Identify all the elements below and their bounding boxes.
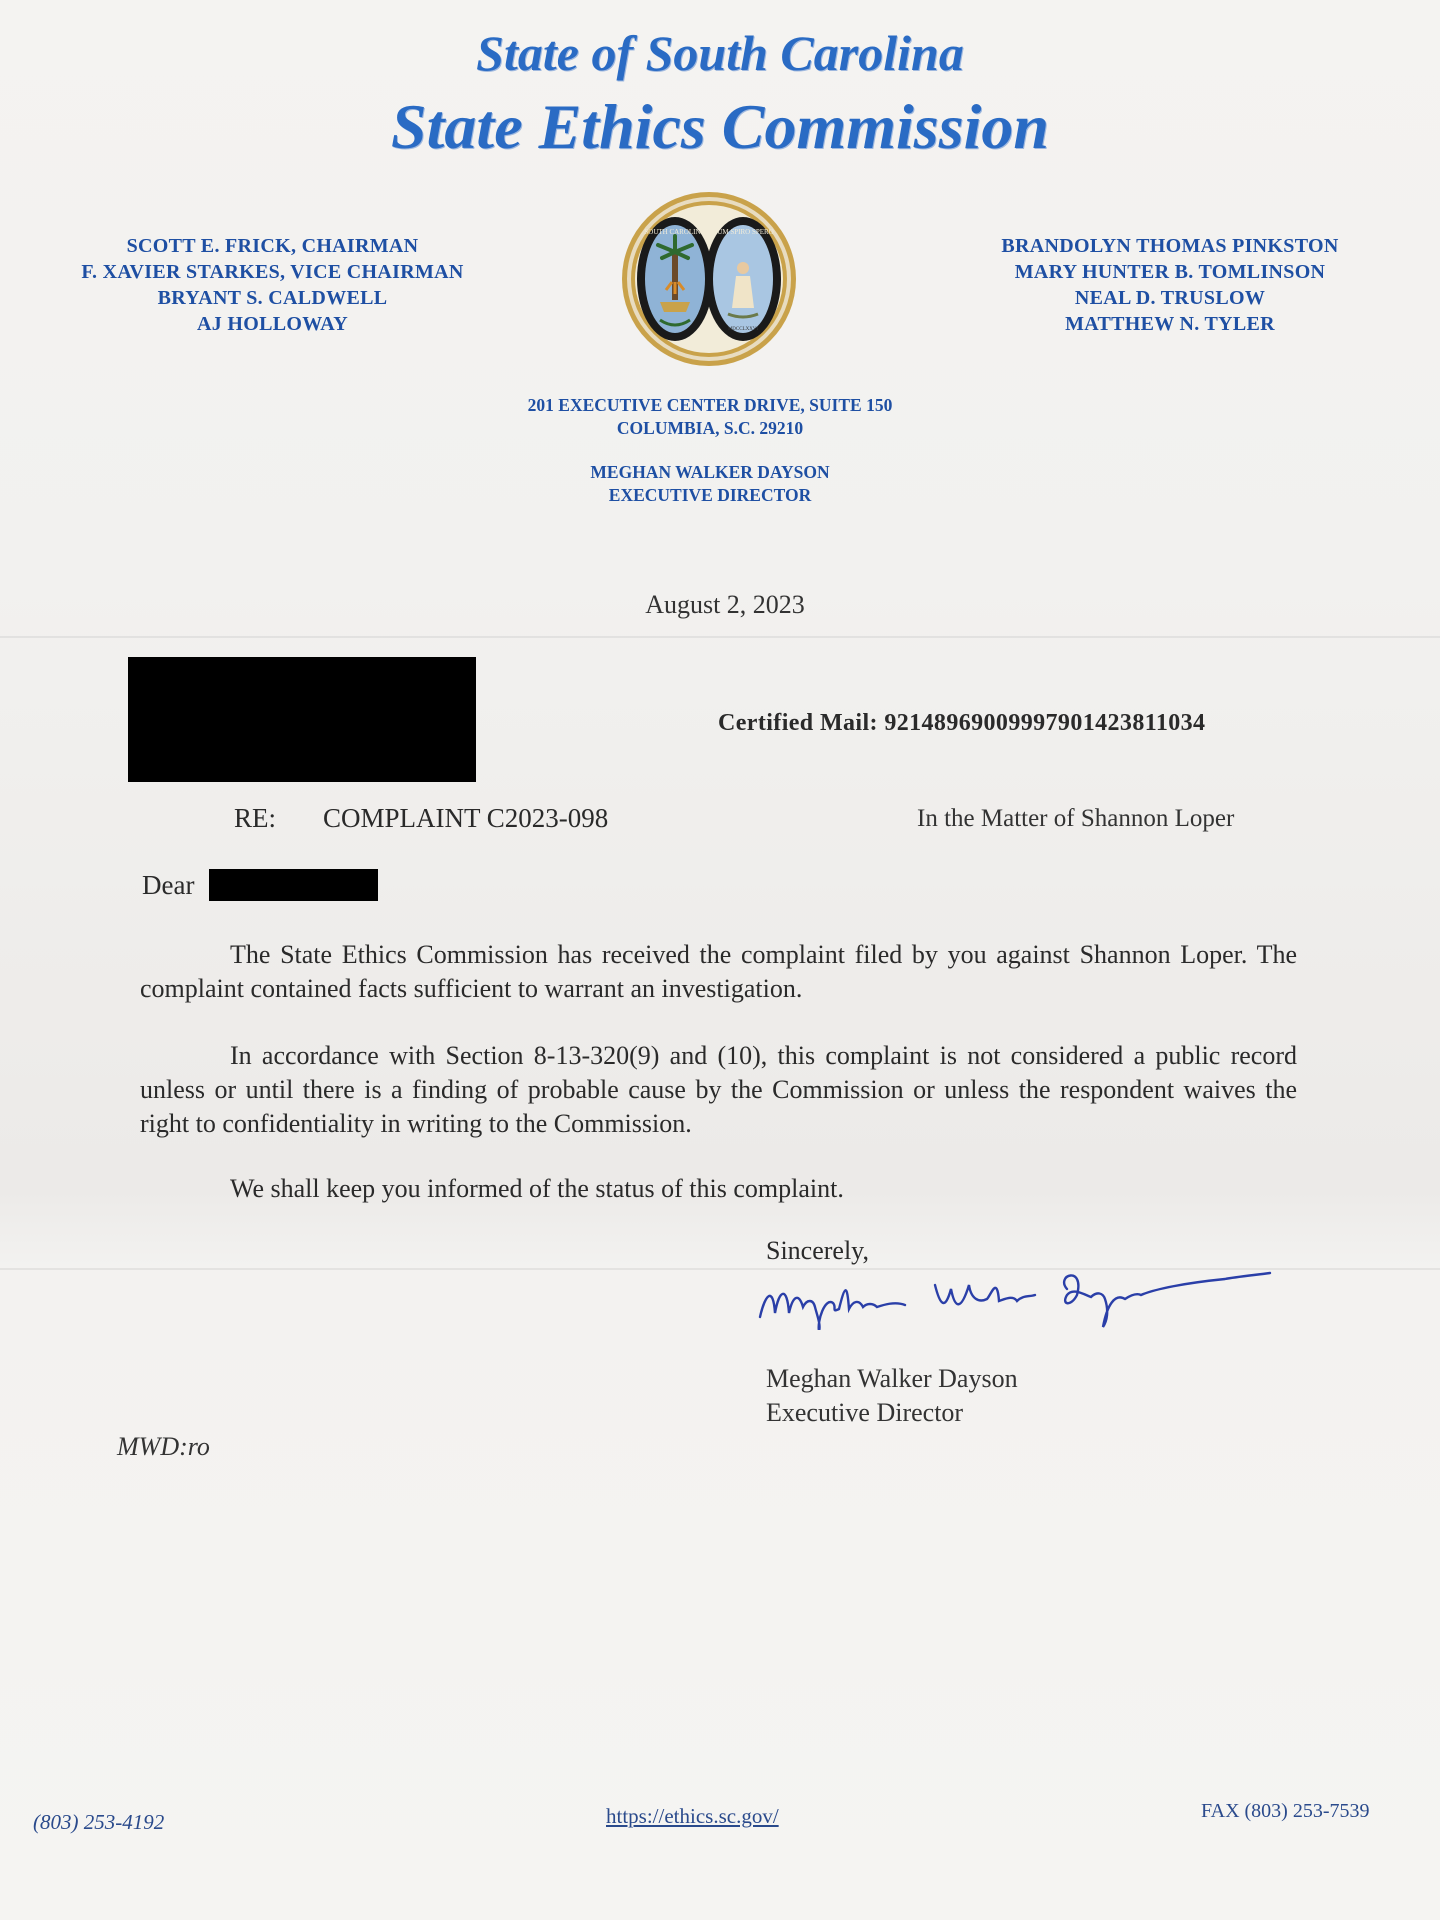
signature-icon	[755, 1255, 1275, 1330]
certified-mail-number: Certified Mail: 9214896900999790142381103​4	[718, 710, 1206, 736]
state-seal-icon	[620, 190, 798, 368]
member-name: BRYANT S. CALDWELL	[157, 287, 388, 309]
typist-initials: MWD:ro	[117, 1432, 210, 1461]
letter-date: August 2, 2023	[645, 590, 805, 619]
member-name: AJ HOLLOWAY	[197, 313, 348, 335]
redacted-recipient-address	[128, 657, 476, 782]
paper-fold-line	[0, 636, 1440, 638]
member-name: MATTHEW N. TYLER	[1065, 313, 1275, 335]
redacted-recipient-name	[209, 869, 378, 901]
footer-fax: FAX (803) 253-7539	[1201, 1800, 1370, 1822]
address-line: COLUMBIA, S.C. 29210	[616, 418, 804, 438]
matter-line: In the Matter of Shannon Loper	[917, 805, 1235, 832]
re-label: RE:	[234, 803, 277, 833]
seal-year: MDCCLXXVI	[727, 327, 759, 332]
address-line: 201 EXECUTIVE CENTER DRIVE, SUITE 150	[527, 395, 893, 415]
director-title: EXECUTIVE DIRECTOR	[608, 485, 812, 505]
seal-motto: DUM SPIRO SPERO	[712, 228, 774, 236]
commission-address	[420, 394, 1000, 440]
body-paragraph: The State Ethics Commission has received the complaint filed by you against Shannon Loper. The complaint contained facts sufficient to warrant an investigation.	[140, 940, 1297, 1003]
salutation: Dear	[142, 870, 195, 900]
complaint-reference: COMPLAINT C2023-098	[323, 803, 609, 833]
footer-website-link[interactable]: https://ethics.sc.gov/	[606, 1804, 779, 1828]
member-name: NEAL D. TRUSLOW	[1074, 287, 1266, 309]
commission-members-left	[60, 233, 485, 337]
member-name: BRANDOLYN THOMAS PINKSTON	[1001, 235, 1339, 257]
director-name: MEGHAN WALKER DAYSON	[590, 462, 830, 482]
seal-text: SOUTH CAROLINA	[644, 228, 706, 236]
signer-title: Executive Director	[766, 1398, 964, 1427]
member-name: F. XAVIER STARKES, VICE CHAIRMAN	[81, 261, 464, 283]
signer-name: Meghan Walker Dayson	[766, 1364, 1018, 1393]
closing: Sincerely,	[766, 1236, 869, 1265]
commission-title: State Ethics Commission	[391, 91, 1049, 162]
footer-phone: (803) 253-4192	[33, 1810, 165, 1834]
member-name: MARY HUNTER B. TOMLINSON	[1014, 261, 1326, 283]
body-paragraph: We shall keep you informed of the status of this complaint.	[230, 1174, 844, 1203]
state-title: State of South Carolina	[476, 25, 964, 81]
body-paragraph: In accordance with Section 8-13-320(9) and (10), this complaint is not considered a public record unless or until there is a finding of probable cause by the Commission or unless the respondent waives the right to confidentiality in writing to the Commission.	[140, 1041, 1297, 1138]
commission-members-right	[965, 233, 1375, 337]
member-name: SCOTT E. FRICK, CHAIRMAN	[126, 235, 419, 257]
executive-director-header	[420, 461, 1000, 507]
